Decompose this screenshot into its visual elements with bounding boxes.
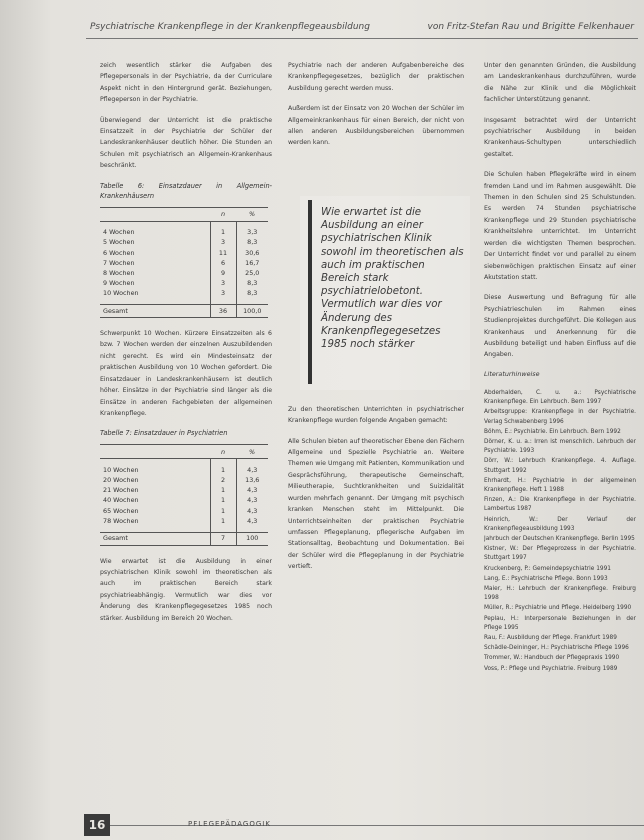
sum-n: 36 [210, 305, 236, 318]
reference-item: Dörr, W.: Lehrbuch Krankenpflege. 4. Auflage. Stuttgart 1992 [484, 458, 636, 474]
table-header-percent: % [236, 445, 268, 459]
row-n: 11 [210, 248, 236, 258]
reference-item: Kruckenberg, P.: Gemeindepsychiatrie 1991 [484, 565, 611, 572]
reference-item: Schädle-Deininger, H.: Psychiatrische Pflege 1996 [484, 645, 629, 652]
reference-item: Ehrhardt, H.: Psychiatrie in der allgemeinen Krankenpflege. Heft 1 1988 [484, 477, 636, 493]
header-rule [86, 38, 638, 39]
row-label: 21 Wochen [103, 486, 139, 495]
paragraph: Die Schulen haben Pflegekräfte wird in einem fremden Land und im Rahmen ausgewählt. Die Themen in den Schulen sind 25 Schulstunden. Es werden 74 Stunden psychiatrische Krankenpflege und 29 Stunden psychiatrische Krankheitslehre unterrichtet. Im Unterricht werden die wichtigsten Themen besprochen. Der Unterricht findet vor und parallel zu einem siebenwöchigen praktischen Einsatz auf einer Akutstation statt. [484, 171, 636, 281]
row-label: 65 Wochen [103, 506, 139, 515]
sum-percent: 100 [236, 532, 268, 545]
sum-n: 7 [210, 532, 236, 545]
pull-quote: Wie erwartet ist die Ausbildung an einer psychiatrischen Klinik sowohl im theoretischen als auch im praktischen Bereich stark psychiatrielobetont. Vermutlich war dies vor Änderung des Krankenpflegegesetzes 1985 noch stärker [308, 200, 464, 384]
table-header-n: n [210, 445, 236, 459]
row-n: 9 [210, 268, 236, 278]
table-row [100, 506, 268, 516]
table-header-row [100, 445, 268, 459]
references-title: Literaturhinweise [484, 369, 540, 378]
table-row [100, 288, 268, 298]
table-header-percent: % [236, 207, 268, 221]
running-header-left: Psychiatrische Krankenpflege in der Krankenpflegeausbildung [90, 22, 370, 32]
table-caption: Tabelle 7: Einsatzdauer in Psychiatrien [100, 429, 228, 438]
table-caption: Tabelle 6: Einsatzdauer in Allgemein-Krankenhäusern [100, 181, 272, 200]
row-n: 1 [210, 506, 236, 516]
table-row [100, 495, 268, 505]
table-row [100, 278, 268, 288]
row-percent: 25,0 [236, 268, 268, 278]
data-table-einsatzdauer-allgemein [100, 207, 268, 318]
row-n: 1 [210, 227, 236, 237]
table-row [100, 237, 268, 247]
row-n: 1 [210, 485, 236, 495]
reference-item: Dörner, K. u. a.: Irren ist menschlich. Lehrbuch der Psychiatrie. 1993 [484, 438, 636, 455]
table-sum-row [100, 532, 268, 545]
table-header-empty [100, 207, 210, 221]
references [484, 370, 636, 674]
reference-item: Maier, H.: Lehrbuch der Krankenpflege. Freiburg 1998 [484, 586, 636, 602]
row-percent: 8,3 [236, 288, 268, 298]
reference-item: Abderhalden, C. u. a.: Psychiatrische Krankenpflege. Ein Lehrbuch. Bern 1997 [484, 389, 636, 406]
sum-label: Gesamt [100, 305, 210, 318]
sum-percent: 100,0 [236, 305, 268, 318]
running-header [90, 22, 634, 36]
row-n: 6 [210, 258, 236, 268]
paragraph: Insgesamt betrachtet wird der Unterricht psychiatrischer Ausbildung in beiden Krankenhaus-Schultypen unterschiedlich gestaltet. [484, 116, 636, 158]
table-row [100, 268, 268, 278]
table-row [100, 258, 268, 268]
table-row [100, 465, 268, 475]
row-label: 10 Wochen [103, 465, 139, 474]
table-row [100, 475, 268, 485]
row-n: 1 [210, 465, 236, 475]
row-percent: 8,3 [236, 278, 268, 288]
table-header-n: n [210, 207, 236, 221]
reference-item: Peplau, H.: Interpersonale Beziehungen in der Pflege 1995 [484, 615, 636, 631]
paragraph: Überwiegend der Unterricht ist die praktische Einsatzzeit in der Psychiatrie der Schüler der Landeskrankenhäuser deutlich höher. Die Stunden an Schulen mit psychiatrisch an Allgemein-Krankenhaus beschränkt. [100, 116, 272, 170]
table-row [100, 516, 268, 526]
row-label: 4 Wochen [103, 228, 135, 237]
paragraph: Alle Schulen bieten auf theoretischer Ebene den Fächern Allgemeine und Spezielle Psychiatrie an. Weitere Themen wie Umgang mit Patienten, Kommunikation und Gesprächsführung, therapeutische Gemeinschaft, Milieutherapie, Suchtkrankheiten und Suizidalität wurden mehrfach genannt. Der Umgang mit psychisch kranken Menschen steht im Mittelpunkt. Die Unterrichtseinheiten der praktischen Psychiatrie umfassen Pflegeplanung, pflegerische Aufgaben im Stationsalltag, Beobachtung und Dokumentation. Bei der Schüler wird die Pflegeplanung in der Psychiatrie vertieft. [288, 437, 464, 571]
sum-label: Gesamt [100, 532, 210, 545]
row-percent: 16,7 [236, 258, 268, 268]
table-row [100, 227, 268, 237]
row-n: 1 [210, 495, 236, 505]
row-label: 6 Wochen [103, 248, 135, 257]
row-percent: 8,3 [236, 237, 268, 247]
table-row [100, 485, 268, 495]
row-label: 7 Wochen [103, 258, 135, 267]
reference-item: Finzen, A.: Die Krankenpflege in der Psychiatrie. Lambertus 1987 [484, 497, 636, 513]
page-footer [84, 814, 644, 836]
row-percent: 4,3 [236, 465, 268, 475]
paragraph: Zu den theoretischen Unterrichten in psychiatrischer Krankenpflege wurden folgende Angaben gemacht: [288, 405, 464, 425]
table-header-row [100, 207, 268, 221]
running-header-right: von Fritz-Stefan Rau und Brigitte Felkenhauer [427, 22, 634, 32]
row-label: 10 Wochen [103, 289, 139, 298]
table-header-empty [100, 445, 210, 459]
reference-item: Lang, E.: Psychiatrische Pflege. Bonn 1993 [484, 575, 608, 582]
reference-item: Heinrich, W.: Der Verlauf der Krankenpflegeausbildung 1993 [484, 516, 636, 532]
text-column-1 [100, 60, 272, 800]
row-label: 78 Wochen [103, 516, 139, 525]
reference-item: Voss, P.: Pflege und Psychiatrie. Freiburg 1989 [484, 665, 618, 672]
row-percent: 4,3 [236, 495, 268, 505]
data-table-einsatzdauer-psychiatrie [100, 444, 268, 545]
reference-item: Kistner, W.: Der Pflegeprozess in der Psychiatrie. Stuttgart 1997 [484, 546, 636, 562]
row-label: 20 Wochen [103, 476, 139, 485]
row-label: 9 Wochen [103, 279, 135, 288]
page-number: 16 [84, 814, 110, 836]
paragraph: Psychiatrie nach der anderen Aufgabenbereiche des Krankenpflegegesetzes, bezüglich der praktischen Ausbildung gerecht werden muss. [288, 62, 464, 92]
row-label: 40 Wochen [103, 496, 139, 505]
reference-item: Jahrbuch der Deutschen Krankenpflege. Berlin 1995 [484, 536, 635, 542]
table-row [100, 248, 268, 258]
row-n: 1 [210, 516, 236, 526]
paragraph: Unter den genannten Gründen, die Ausbildung am Landeskrankenhaus durchzuführen, wurde die Nähe zur Klinik und die Möglichkeit fachlicher Unterstützung genannt. [484, 62, 636, 104]
paragraph: Wie erwartet ist die Ausbildung in einer psychiatrischen Klinik sowohl im theoretischen als auch im praktischen Bereich stark psychiatrieabhängig. Vermutlich war dies vor Änderung des Krankenpflegegesetzes 1985 noch stärker. Ausbildung im Bereich 20 Wochen. [100, 557, 272, 622]
row-percent: 4,3 [236, 485, 268, 495]
paragraph: Diese Auswertung und Befragung für alle Psychiatrieschulen im Rahmen eines Studienprojektes durchgeführt. Die Kollegen aus Krankenhaus und Anerkennung für die Ausbildung beteiligt und haben Einfluss auf die Angaben. [484, 294, 636, 359]
row-label: 8 Wochen [103, 268, 135, 277]
row-n: 3 [210, 288, 236, 298]
paragraph: Außerdem ist der Einsatz von 20 Wochen der Schüler im Allgemeinkrankenhaus für einen Bereich, der nicht von allen anderen Ausbildungsbereichen übernommen werden kann. [288, 105, 464, 147]
row-percent: 4,3 [236, 516, 268, 526]
row-n: 2 [210, 475, 236, 485]
reference-item: Arbeitsgruppe: Krankenpflege in der Psychiatrie. Verlag Schwabenberg 1996 [484, 409, 636, 425]
table-sum-row [100, 305, 268, 318]
row-percent: 13,6 [236, 475, 268, 485]
journal-name: PFLEGEPÄDAGOGIK [188, 820, 271, 828]
paragraph: zeich wesentlich stärker die Aufgaben des Pflegepersonals in der Psychiatrie, da der Curriculare Aspekt nicht in den Hintergrund gerät. Beziehungen, Pflegeperson in der Psychiatrie. [100, 62, 272, 104]
row-percent: 3,3 [236, 227, 268, 237]
text-column-2 [288, 60, 464, 800]
row-n: 3 [210, 237, 236, 247]
reference-item: Böhm, E.: Psychiatrie. Ein Lehrbuch. Bern 1992 [484, 428, 621, 435]
row-n: 3 [210, 278, 236, 288]
text-column-3 [484, 60, 636, 800]
paragraph: Schwerpunkt 10 Wochen. Kürzere Einsatzzeiten als 6 bzw. 7 Wochen werden der einzelnen Auszubildenden nicht gerecht. Es wird ein Mindesteinsatz der praktischen Ausbildung von 10 Wochen gefordert. Die Einsatzdauer in Landeskrankenhäusern ist deutlich höher. Einsätze in der Psychiatrie sind länger als die Einsätze in anderen Fachgebieten der allgemeinen Krankenpflege. [100, 330, 272, 417]
row-percent: 4,3 [236, 506, 268, 516]
row-percent: 30,6 [236, 248, 268, 258]
reference-item: Rau, F.: Ausbildung der Pflege. Frankfurt 1989 [484, 635, 617, 642]
row-label: 5 Wochen [103, 238, 135, 247]
reference-item: Müller, R.: Psychiatrie und Pflege. Heidelberg 1990 [484, 605, 632, 612]
reference-item: Trommer, W.: Handbuch der Pflegepraxis 1990 [484, 655, 620, 662]
